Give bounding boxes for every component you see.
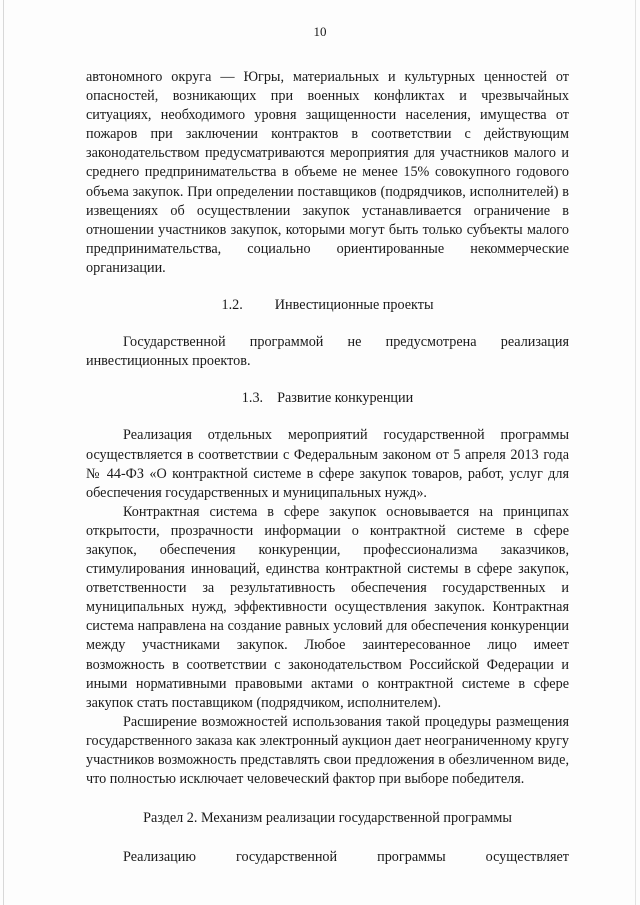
word: государственной <box>235 849 338 866</box>
heading-title: Инвестиционные проекты <box>274 297 434 314</box>
heading-number: 1.3. <box>241 390 264 407</box>
word: осуществляет <box>485 849 569 866</box>
heading-title: Развитие конкуренции <box>277 390 414 407</box>
heading-number: 1.2. <box>221 297 243 314</box>
paragraph-procurement-small-business: автономного округа — Югры, материальных и культурных ценностей от опасностей, возникающих при военных конфликтах и чрезвычайных ситуациях, необходимого уровня защищенности населения, имущества от пожаров при заключении контрактов в соответствии с действующим законодательством предусматриваются мероприятия для участников малого и среднего предпринимательства в объеме не менее 15% совокупного годового объема закупок. При определении поставщиков (подрядчиков, исполнителей) в извещениях об осуществлении закупок устанавливается ограничение в отношении участников закупок, которыми могут быть только субъекты малого предпринимательства, социально ориентированные некоммерческие организации. <box>86 69 569 276</box>
word: Реализацию <box>123 849 196 866</box>
word: программы <box>377 849 446 866</box>
paragraph-electronic-auction: Расширение возможностей использования такой процедуры размещения государственного заказа как электронный аукцион дает неограниченному кругу участников возможность представлять свои предложения в обезличенном виде, что полностью исключает человеческий фактор при выборе победителя. <box>86 713 569 788</box>
scan-edge-left <box>3 0 4 905</box>
heading-section-2: Раздел 2. Механизм реализации государственной программы <box>143 810 512 827</box>
heading-competition-development <box>86 389 569 408</box>
document-body <box>86 68 569 867</box>
paragraph-federal-law: Реализация отдельных мероприятий государственной программы осуществляется в соответствии с Федеральным законом от 5 апреля 2013 года № 44-ФЗ «О контрактной системе в сфере закупок товаров, работ, услуг для обеспечения государственных и муниципальных нужд». <box>86 427 569 501</box>
paragraph-contract-system: Контрактная система в сфере закупок основывается на принципах открытости, прозрачности информации о контрактной системе в сфере закупок, обеспечения конкуренции, профессионализма заказчиков, стимулирования инноваций, единства контрактной системы в сфере закупок, ответственности за результативность обеспечения государственных и муниципальных нужд, эффективности осуществления закупок. Контрактная система направлена на создание равных условий для обеспечения конкуренции между участниками закупок. Любое заинтересованное лицо имеет возможность в соответствии с законодательством Российской Федерации и иными нормативными правовыми актами о контрактной системе в сфере закупок стать поставщиком (подрядчиком, исполнителем). <box>86 503 569 711</box>
paragraph-implementation-start <box>86 848 569 867</box>
page-number: 10 <box>313 24 327 39</box>
scan-edge-right <box>635 0 636 905</box>
heading-investment-projects <box>86 296 569 315</box>
paragraph-investment-projects: Государственной программой не предусмотрена реализация инвестиционных проектов. <box>86 334 569 370</box>
